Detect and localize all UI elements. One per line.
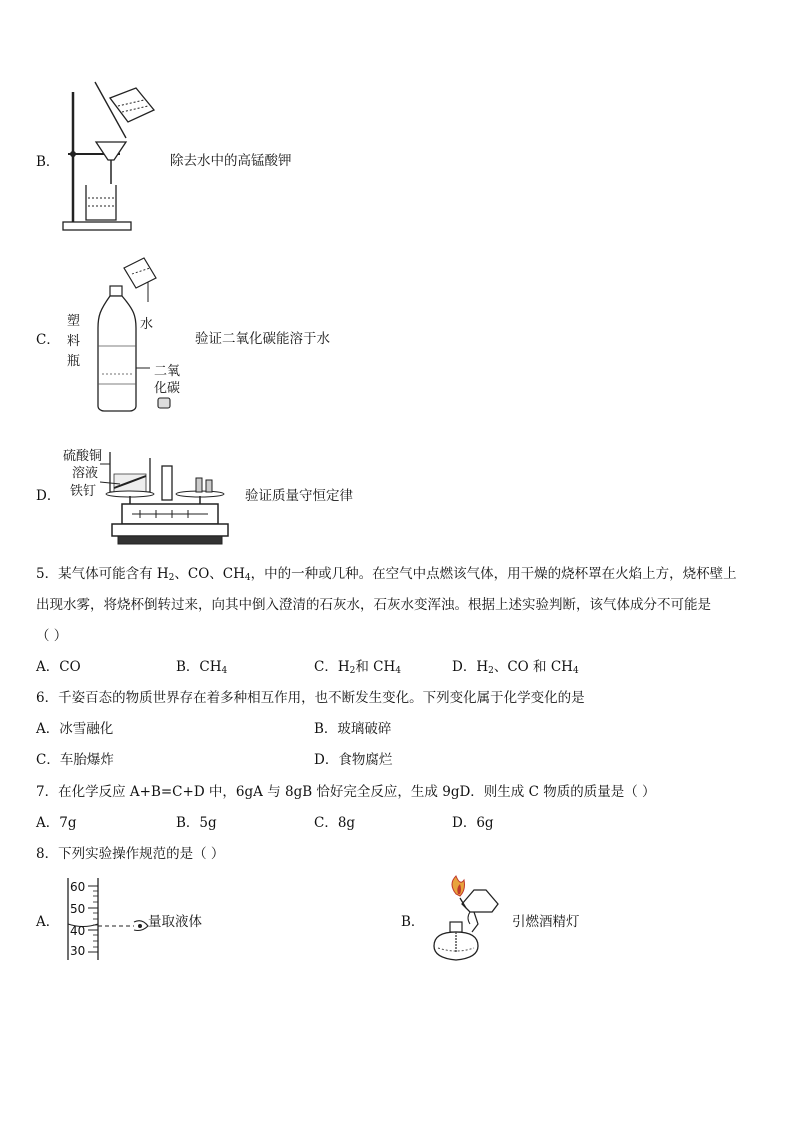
q8-option-a-text: 量取液体 — [148, 914, 202, 930]
option-b-text: 除去水中的高锰酸钾 — [170, 153, 292, 169]
q6-stem: 6．千姿百态的物质世界存在着多种相互作用，也不断发生变化。下列变化属于化学变化的是 — [36, 690, 585, 706]
q5-option-a: A．CO — [36, 659, 81, 675]
q6-option-d: D．食物腐烂 — [314, 752, 393, 768]
q8-option-a-letter: A． — [36, 914, 60, 930]
cylinder-tick-50: 50 — [70, 902, 86, 916]
q7-option-c: C．8g — [314, 815, 356, 831]
cylinder-tick-60: 60 — [70, 880, 86, 894]
q6-option-a: A．冰雪融化 — [36, 721, 114, 737]
q6-option-c: C．车胎爆炸 — [36, 752, 114, 768]
q5-option-c: C．$H_2$和 $CH_4$ — [314, 659, 401, 676]
iron-nail-label: 铁钉 — [70, 484, 97, 499]
q5-stem-line1: 5．某气体可能含有 $H_2$、CO、$CH_4$，中的一种或几种。在空气中点燃该气体，用干燥的烧杯罩在火焰上方，烧杯壁上 — [36, 566, 737, 583]
q6-option-b: B．玻璃破碎 — [314, 721, 392, 737]
alcohol-lamp-lighting-figure — [426, 874, 510, 966]
co2-label-2: 化碳 — [154, 381, 181, 396]
co2-label-1: 二氧 — [154, 364, 181, 379]
water-label: 水 — [140, 317, 154, 332]
q7-option-d: D．6g — [452, 815, 494, 831]
q7-option-b: B．5g — [176, 815, 217, 831]
q8-option-b-text: 引燃酒精灯 — [512, 914, 580, 930]
q7-stem: 7．在化学反应 A+B=C+D 中，6gA 与 8gB 恰好完全反应，生成 9gD．则生成 C 物质的质量是（ ） — [36, 784, 656, 800]
option-d-text: 验证质量守恒定律 — [245, 488, 353, 504]
solution-label: 溶液 — [72, 466, 99, 481]
q5-answer-paren: （ ） — [36, 628, 68, 644]
copper-sulfate-label: 硫酸铜 — [63, 449, 103, 464]
q7-option-a: A．7g — [36, 815, 77, 831]
q8-option-b-letter: B． — [401, 914, 425, 930]
q5-stem-line2: 出现水雾，将烧杯倒转过来，向其中倒入澄清的石灰水，石灰水变浑浊。根据上述实验判断，该气体成分不可能是 — [36, 597, 711, 613]
balance-figure — [100, 448, 240, 548]
filtration-apparatus-figure — [58, 80, 158, 232]
option-b-letter: B． — [36, 154, 60, 170]
plastic-bottle-label: 塑 料 瓶 — [67, 314, 81, 369]
option-c-text: 验证二氧化碳能溶于水 — [195, 331, 330, 347]
option-d-letter: D． — [36, 488, 61, 504]
q5-option-b: B．$CH_4$ — [176, 659, 228, 676]
cylinder-tick-40: 40 — [70, 924, 86, 938]
option-c-letter: C． — [36, 332, 60, 348]
q5-option-d: D．$H_2$、CO 和 $CH_4$ — [452, 659, 579, 676]
cylinder-tick-30: 30 — [70, 944, 86, 958]
q8-stem: 8．下列实验操作规范的是（ ） — [36, 846, 225, 862]
